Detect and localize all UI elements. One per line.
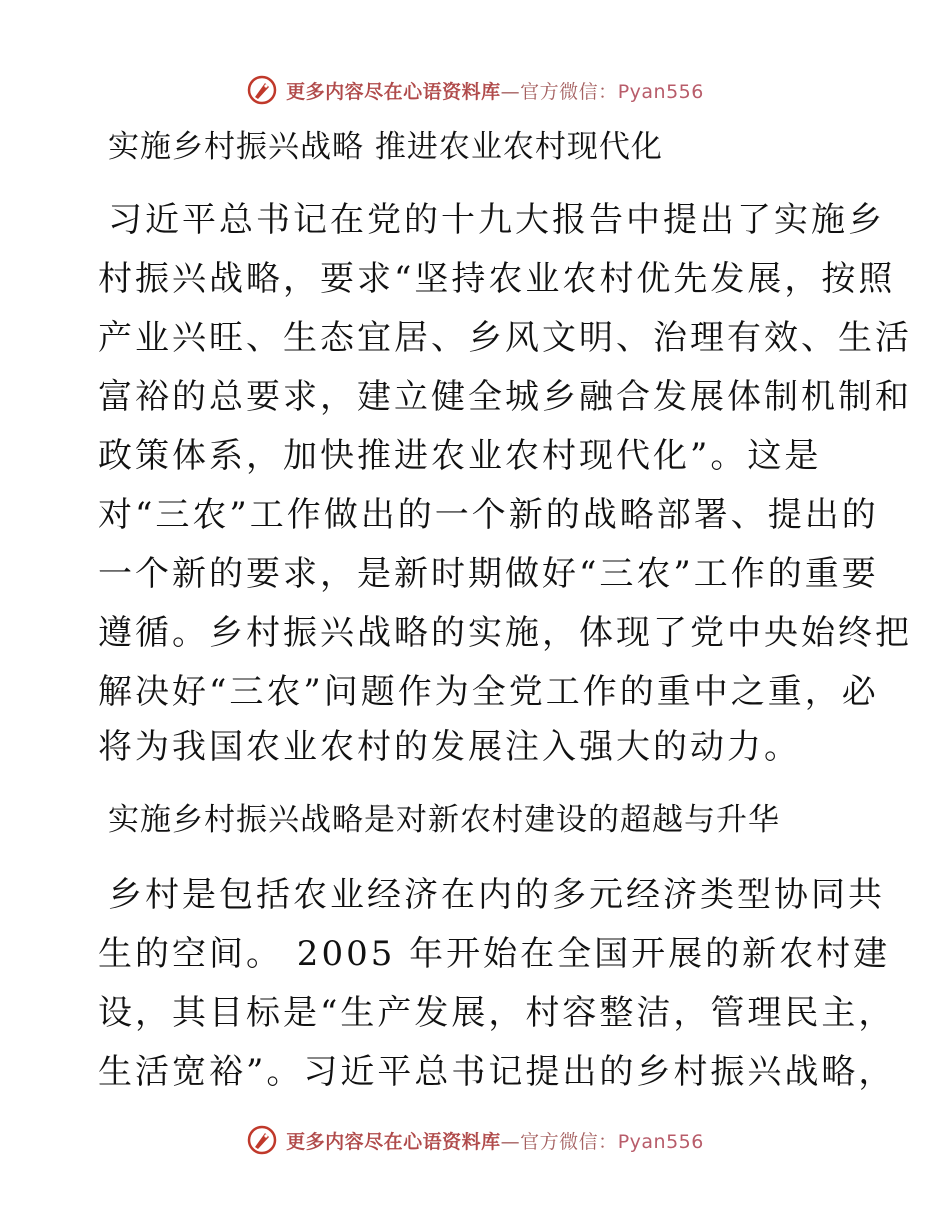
paragraph-line: 富裕的总要求，建立健全城乡融合发展体制机制和	[98, 377, 912, 417]
paragraph-line: 村振兴战略，要求“坚持农业农村优先发展，按照	[98, 259, 896, 299]
watermark-banner-top	[0, 70, 950, 110]
paragraph-line: 乡村是包括农业经济在内的多元经济类型协同共	[108, 875, 885, 915]
paragraph-line: 设，其目标是“生产发展，村容整洁，管理民主，	[98, 993, 896, 1033]
paragraph-line: 习近平总书记在党的十九大报告中提出了实施乡	[108, 200, 885, 240]
watermark-text: 更多内容尽在心语资料库—官方微信：Pyan556	[286, 80, 704, 103]
paragraph-line: 一个新的要求，是新时期做好“三农”工作的重要	[98, 554, 879, 594]
paragraph-line: 将为我国农业农村的发展注入强大的动力。	[98, 727, 801, 767]
paragraph-line: 遵循。乡村振兴战略的实施，体现了党中央始终把	[98, 613, 912, 653]
document-title: 实施乡村振兴战略 推进农业农村现代化	[108, 129, 663, 165]
paragraph-line: 生的空间。 2005 年开始在全国开展的新农村建	[98, 934, 891, 974]
watermark-banner-bottom	[0, 1120, 950, 1160]
paragraph-line: 政策体系，加快推进农业农村现代化”。这是	[98, 436, 822, 476]
paragraph-line: 对“三农”工作做出的一个新的战略部署、提出的	[98, 495, 879, 535]
section-subheading: 实施乡村振兴战略是对新农村建设的超越与升华	[108, 802, 780, 838]
paragraph-line: 生活宽裕”。习近平总书记提出的乡村振兴战略，	[98, 1052, 896, 1092]
pen-nib-logo-icon	[246, 1124, 278, 1156]
watermark-text: 更多内容尽在心语资料库—官方微信：Pyan556	[286, 1130, 704, 1153]
pen-nib-logo-icon	[246, 74, 278, 106]
paragraph-line: 产业兴旺、生态宜居、乡风文明、治理有效、生活	[98, 318, 912, 358]
paragraph-line: 解决好“三农”问题作为全党工作的重中之重，必	[98, 672, 879, 712]
